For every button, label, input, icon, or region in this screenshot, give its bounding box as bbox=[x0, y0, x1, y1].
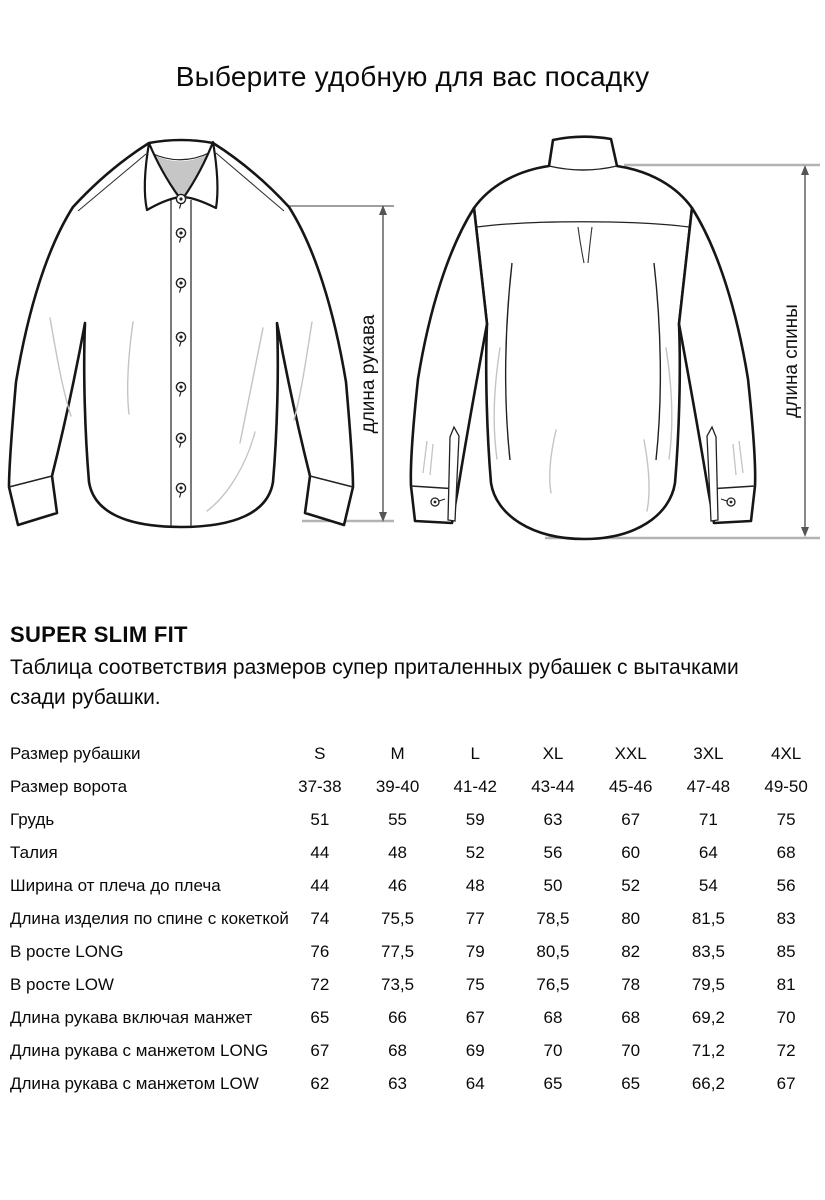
table-row bbox=[10, 902, 825, 935]
size-value-cell: 39-40 bbox=[375, 776, 420, 796]
size-value-cell: 76,5 bbox=[536, 974, 570, 994]
size-table bbox=[10, 737, 825, 1100]
size-value-cell: 78,5 bbox=[536, 908, 570, 928]
size-value-cell: 77 bbox=[465, 908, 485, 928]
back-left-sleeve-placket bbox=[448, 427, 459, 521]
size-value-cell: 60 bbox=[621, 842, 641, 862]
size-value-cell: M bbox=[390, 743, 405, 763]
size-value-cell: 73,5 bbox=[381, 974, 415, 994]
size-value-cell: 69 bbox=[465, 1040, 485, 1060]
size-value-cell: 68 bbox=[776, 842, 796, 862]
size-value-cell: 68 bbox=[388, 1040, 408, 1060]
size-value-cell: XL bbox=[542, 743, 564, 763]
size-value-cell: 66,2 bbox=[691, 1073, 725, 1093]
table-row bbox=[10, 803, 825, 836]
size-value-cell: 63 bbox=[543, 809, 563, 829]
arrow-down-icon bbox=[801, 527, 809, 537]
size-value-cell: 59 bbox=[465, 809, 485, 829]
size-value-cell: 81,5 bbox=[691, 908, 725, 928]
size-value-cell: 41-42 bbox=[453, 776, 497, 796]
size-value-cell: 56 bbox=[543, 842, 563, 862]
size-value-cell: 44 bbox=[310, 875, 330, 895]
size-value-cell: 45-46 bbox=[608, 776, 653, 796]
section-description: Таблица соответствия размеров супер приталенных рубашек с вытачками сзади рубашки. bbox=[10, 656, 739, 709]
size-value-cell: 72 bbox=[310, 974, 330, 994]
size-value-cell: XXL bbox=[614, 743, 647, 763]
back-right-sleeve-placket bbox=[707, 427, 718, 521]
size-value-cell: 51 bbox=[310, 809, 330, 829]
size-value-cell: 66 bbox=[388, 1007, 408, 1027]
row-label: В росте LOW bbox=[10, 974, 114, 994]
size-value-cell: 75 bbox=[776, 809, 796, 829]
size-value-cell: 76 bbox=[310, 941, 330, 961]
table-row bbox=[10, 836, 825, 869]
size-value-cell: 48 bbox=[465, 875, 485, 895]
size-value-cell: 80 bbox=[621, 908, 641, 928]
size-value-cell: 62 bbox=[310, 1073, 330, 1093]
size-value-cell: 71 bbox=[698, 809, 718, 829]
size-table-body bbox=[10, 737, 825, 1100]
row-label: Длина рукава с манжетом LOW bbox=[10, 1073, 259, 1093]
size-value-cell: 52 bbox=[621, 875, 641, 895]
size-value-cell: 79 bbox=[465, 941, 485, 961]
size-value-cell: 65 bbox=[543, 1073, 563, 1093]
page-title: Выберите удобную для вас посадку bbox=[175, 61, 650, 92]
size-value-cell: 64 bbox=[465, 1073, 485, 1093]
size-value-cell: 43-44 bbox=[531, 776, 575, 796]
row-label: Талия bbox=[10, 842, 58, 862]
size-value-cell: 75 bbox=[465, 974, 485, 994]
table-row bbox=[10, 770, 825, 803]
size-value-cell: 70 bbox=[776, 1007, 796, 1027]
front-shirt-drawing bbox=[9, 140, 353, 527]
size-value-cell: 74 bbox=[310, 908, 330, 928]
row-label: Ширина от плеча до плеча bbox=[10, 875, 221, 895]
size-value-cell: 68 bbox=[621, 1007, 641, 1027]
size-value-cell: 68 bbox=[543, 1007, 563, 1027]
shirt-diagrams-svg bbox=[0, 110, 825, 555]
size-value-cell: S bbox=[314, 743, 326, 763]
size-value-cell: 52 bbox=[465, 842, 485, 862]
size-value-cell: 3XL bbox=[693, 743, 724, 763]
section-heading: SUPER SLIM FIT bbox=[10, 622, 188, 647]
row-label: Грудь bbox=[10, 809, 55, 829]
table-row bbox=[10, 1067, 825, 1100]
table-row bbox=[10, 1034, 825, 1067]
row-label: Размер ворота bbox=[10, 776, 128, 796]
row-label: Длина рукава с манжетом LONG bbox=[10, 1040, 269, 1060]
size-value-cell: 64 bbox=[698, 842, 718, 862]
size-value-cell: 85 bbox=[776, 941, 796, 961]
size-value-cell: 44 bbox=[310, 842, 330, 862]
back-length-label: длина спины bbox=[781, 304, 802, 418]
size-value-cell: 65 bbox=[310, 1007, 330, 1027]
size-value-cell: 83 bbox=[776, 908, 796, 928]
size-value-cell: 81 bbox=[776, 974, 796, 994]
size-value-cell: 48 bbox=[388, 842, 408, 862]
back-shirt-drawing bbox=[411, 137, 755, 539]
size-value-cell: 50 bbox=[543, 875, 563, 895]
size-value-cell: 46 bbox=[388, 875, 408, 895]
size-value-cell: 67 bbox=[776, 1073, 796, 1093]
size-value-cell: 77,5 bbox=[381, 941, 415, 961]
row-label: Размер рубашки bbox=[10, 743, 141, 763]
size-value-cell: 67 bbox=[621, 809, 641, 829]
sleeve-length-label: длина рукава bbox=[358, 314, 379, 434]
size-value-cell: 67 bbox=[310, 1040, 330, 1060]
size-value-cell: 65 bbox=[621, 1073, 641, 1093]
size-value-cell: 63 bbox=[388, 1073, 408, 1093]
size-value-cell: 54 bbox=[698, 875, 718, 895]
sleeve-length-arrow bbox=[358, 205, 387, 522]
size-value-cell: 49-50 bbox=[764, 776, 808, 796]
size-value-cell: 55 bbox=[388, 809, 408, 829]
table-row bbox=[10, 737, 825, 770]
row-label: Длина рукава включая манжет bbox=[10, 1007, 253, 1027]
table-row bbox=[10, 869, 825, 902]
size-value-cell: 47-48 bbox=[686, 776, 731, 796]
size-value-cell: 75,5 bbox=[381, 908, 415, 928]
size-value-cell: 37-38 bbox=[298, 776, 342, 796]
table-row bbox=[10, 1001, 825, 1034]
row-label: Длина изделия по спине с кокеткой bbox=[10, 908, 289, 928]
arrow-up-icon bbox=[801, 165, 809, 175]
size-value-cell: 72 bbox=[776, 1040, 796, 1060]
size-value-cell: 69,2 bbox=[691, 1007, 725, 1027]
shirt-diagrams bbox=[0, 110, 825, 555]
size-value-cell: 67 bbox=[465, 1007, 485, 1027]
table-row bbox=[10, 968, 825, 1001]
size-value-cell: 71,2 bbox=[691, 1040, 725, 1060]
back-length-arrow bbox=[781, 165, 809, 537]
size-value-cell: 70 bbox=[543, 1040, 563, 1060]
size-value-cell: 78 bbox=[621, 974, 641, 994]
size-value-cell: 80,5 bbox=[536, 941, 570, 961]
row-label: В росте LONG bbox=[10, 941, 124, 961]
size-value-cell: 79,5 bbox=[691, 974, 725, 994]
table-row bbox=[10, 935, 825, 968]
size-value-cell: 82 bbox=[621, 941, 641, 961]
size-value-cell: L bbox=[470, 743, 480, 763]
size-value-cell: 56 bbox=[776, 875, 796, 895]
size-value-cell: 83,5 bbox=[691, 941, 725, 961]
size-value-cell: 70 bbox=[621, 1040, 641, 1060]
size-value-cell: 4XL bbox=[770, 743, 802, 763]
